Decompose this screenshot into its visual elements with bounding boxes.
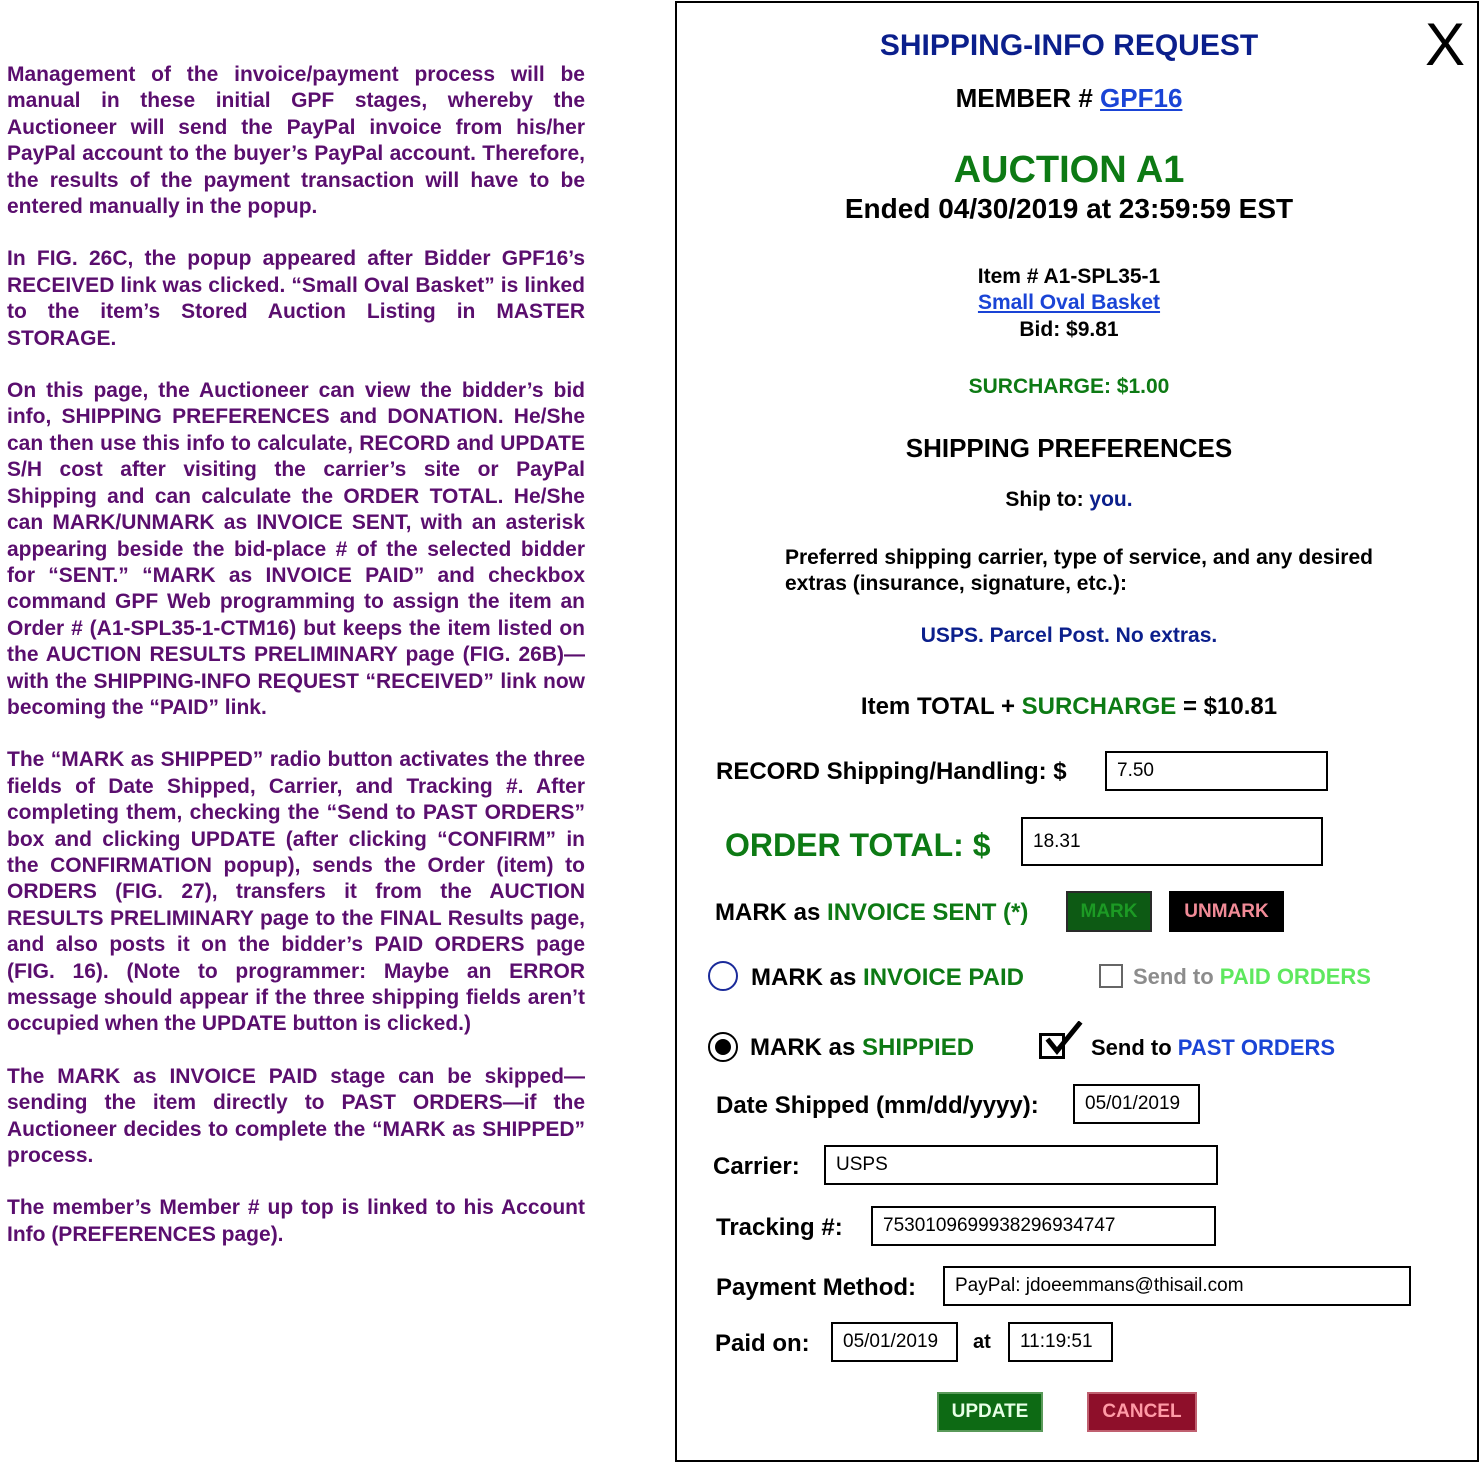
- description-paragraph: In FIG. 26C, the popup appeared after Bidder GPF16’s RECEIVED link was clicked. “Small Oval Basket” is linked to the item’s Stored Auction Listing in MASTER STORAGE.: [7, 247, 585, 350]
- popup-title: SHIPPING-INFO REQUEST: [879, 29, 1259, 62]
- ship-to-value: you.: [1089, 488, 1133, 511]
- mark-invoice-paid-prefix: MARK as: [751, 964, 864, 991]
- preferred-carrier-question: Preferred shipping carrier, type of service, and any desired extras (insurance, signature, etc.):: [785, 546, 1373, 595]
- item-name-link[interactable]: Small Oval Basket: [977, 291, 1161, 314]
- mark-shipped-highlight: SHIPPIED: [862, 1034, 975, 1061]
- order-total-input[interactable]: [1021, 817, 1323, 866]
- ship-to-line: [677, 488, 1461, 512]
- shipping-info-popup: [675, 1, 1479, 1462]
- mark-invoice-sent-prefix: MARK as: [715, 899, 828, 926]
- item-total-line: [677, 693, 1461, 721]
- item-number: Item # A1-SPL35-1: [977, 265, 1161, 288]
- member-line: [677, 83, 1461, 114]
- send-to-paid-orders-highlight: PAID ORDERS: [1219, 964, 1371, 989]
- member-id-link[interactable]: GPF16: [1100, 83, 1183, 113]
- send-to-paid-orders-label: [1133, 964, 1371, 990]
- member-label: MEMBER #: [955, 83, 1101, 113]
- item-total-label: Item TOTAL +: [860, 693, 1022, 720]
- record-sh-label: RECORD Shipping/Handling: $: [716, 758, 1067, 785]
- mark-button[interactable]: MARK: [1066, 891, 1152, 932]
- paid-on-time-input[interactable]: [1008, 1322, 1113, 1362]
- send-to-past-orders-label: [1091, 1035, 1335, 1061]
- mark-invoice-paid-label: [751, 964, 1024, 992]
- update-button[interactable]: UPDATE: [937, 1392, 1043, 1432]
- date-shipped-label: Date Shipped (mm/dd/yyyy):: [716, 1092, 1039, 1119]
- bid-amount: Bid: $9.81: [1019, 318, 1119, 341]
- payment-method-label: Payment Method:: [716, 1274, 917, 1301]
- paid-on-date-input[interactable]: [831, 1322, 958, 1362]
- record-sh-input[interactable]: [1105, 751, 1328, 791]
- send-to-past-orders-highlight: PAST ORDERS: [1177, 1035, 1336, 1060]
- preferred-carrier-answer: USPS. Parcel Post. No extras.: [920, 624, 1218, 647]
- checkmark-icon: [1045, 1021, 1083, 1057]
- item-total-value: = $10.81: [1176, 693, 1278, 720]
- order-total-label: ORDER TOTAL: $: [725, 827, 991, 863]
- date-shipped-input[interactable]: [1073, 1084, 1200, 1124]
- ship-to-label: Ship to:: [1005, 488, 1090, 511]
- description-paragraph: On this page, the Auctioneer can view the bidder’s bid info, SHIPPING PREFERENCES and DONATION. He/She can then use this info to calculate, RECORD and UPDATE S/H cost after visiting the carrier’s site or PayPal Shipping and can calculate the ORDER TOTAL. He/She can MARK/UNMARK as INVOICE SENT, with an asterisk appearing beside the bid-place # of the selected bidder for “SENT.” “MARK as INVOICE PAID” and checkbox command GPF Web programming to assign the item an Order # (A1-SPL35-1-CTM16) but keeps the item listed on the AUCTION RESULTS PRELIMINARY page (FIG. 26B)—with the SHIPPING-INFO REQUEST “RECEIVED” link now becoming the “PAID” link.: [7, 379, 585, 719]
- description-panel: [7, 62, 585, 1274]
- send-to-paid-orders-prefix: Send to: [1133, 964, 1220, 989]
- close-icon[interactable]: X: [1425, 11, 1466, 78]
- surcharge: SURCHARGE: $1.00: [968, 375, 1170, 398]
- description-paragraph: The “MARK as SHIPPED” radio button activates the three fields of Date Shipped, Carrier, and Tracking #. After completing them, checking the “Send to PAST ORDERS” box and clicking UPDATE (after clicking “CONFIRM” in the CONFIRMATION popup), sends the Order (item) to ORDERS (FIG. 27), transfers it from the AUCTION RESULTS PRELIMINARY page to the FINAL Results page, and also posts it on the bidder’s PAID ORDERS page (FIG. 16). (Note to programmer: Maybe an ERROR message should appear if the three shipping fields aren’t occupied when the UPDATE button is clicked.): [7, 748, 585, 1036]
- description-paragraph: Management of the invoice/payment process will be manual in these initial GPF stages, whereby the Auctioneer will send the PayPal invoice from his/her PayPal account to the buyer’s PayPal account. Therefore, the results of the payment transaction will have to be entered manually in the popup.: [7, 63, 585, 219]
- shipping-preferences-heading: SHIPPING PREFERENCES: [905, 433, 1233, 463]
- carrier-label: Carrier:: [713, 1153, 800, 1180]
- payment-method-input[interactable]: [943, 1266, 1411, 1306]
- paid-on-label: Paid on:: [715, 1330, 810, 1357]
- tracking-input[interactable]: [871, 1206, 1216, 1246]
- mark-shipped-label: [750, 1034, 974, 1062]
- mark-invoice-sent-highlight: INVOICE SENT (*): [827, 899, 1029, 926]
- mark-invoice-sent-label: [715, 899, 1028, 927]
- mark-invoice-paid-radio[interactable]: [708, 961, 738, 991]
- auction-ended: Ended 04/30/2019 at 23:59:59 EST: [844, 193, 1294, 224]
- auction-title: AUCTION A1: [953, 149, 1185, 191]
- mark-invoice-paid-highlight: INVOICE PAID: [863, 964, 1024, 991]
- mark-shipped-radio[interactable]: [708, 1032, 738, 1062]
- carrier-input[interactable]: [824, 1145, 1218, 1185]
- item-total-surcharge: SURCHARGE: [1021, 693, 1177, 720]
- mark-shipped-prefix: MARK as: [750, 1034, 863, 1061]
- tracking-label: Tracking #:: [716, 1214, 843, 1241]
- description-paragraph: The member’s Member # up top is linked to his Account Info (PREFERENCES page).: [7, 1196, 585, 1246]
- send-to-past-orders-prefix: Send to: [1091, 1035, 1178, 1060]
- send-to-paid-orders-checkbox[interactable]: [1099, 964, 1123, 988]
- unmark-button[interactable]: UNMARK: [1169, 891, 1284, 932]
- item-name-wrapper: [677, 291, 1461, 315]
- cancel-button[interactable]: CANCEL: [1087, 1392, 1197, 1432]
- paid-on-at-label: at: [973, 1331, 991, 1353]
- description-paragraph: The MARK as INVOICE PAID stage can be skipped—sending the item directly to PAST ORDERS—if the Auctioneer decides to complete the “MARK as SHIPPED” process.: [7, 1064, 585, 1168]
